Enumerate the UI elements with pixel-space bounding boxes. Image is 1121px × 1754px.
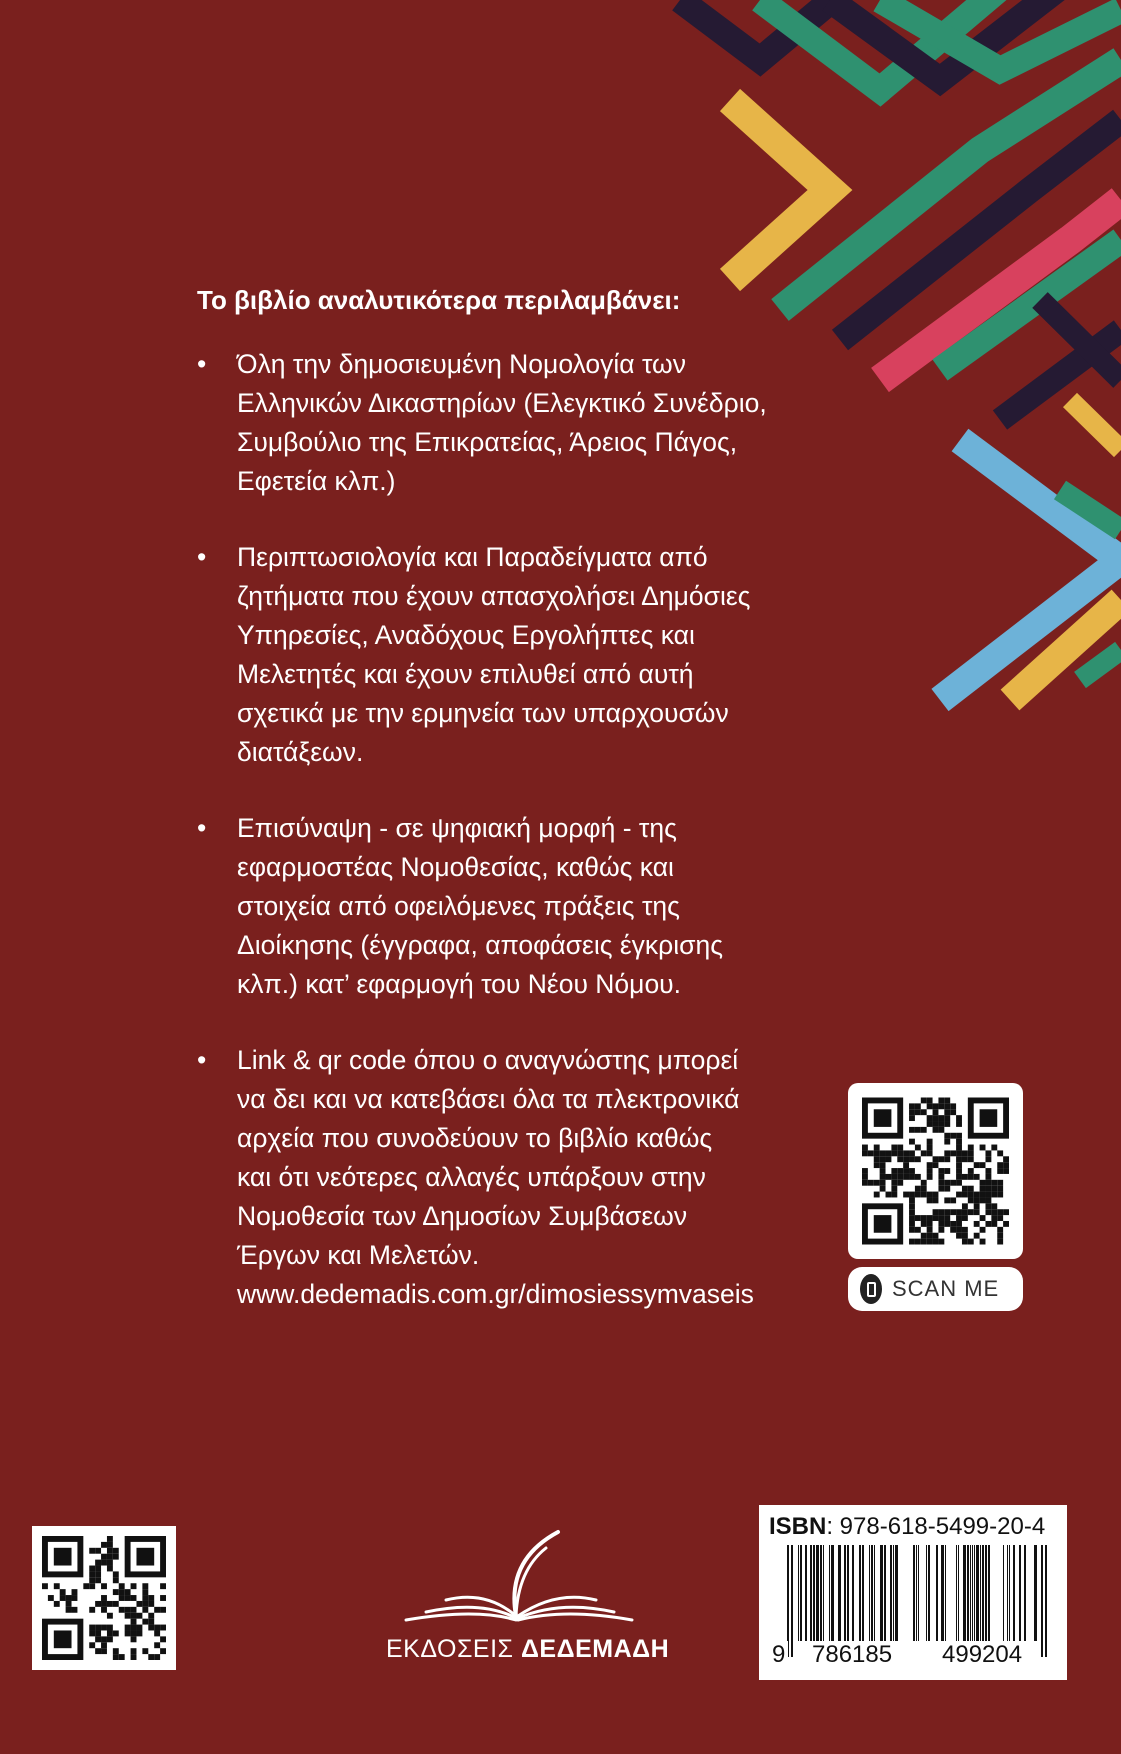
list-item xyxy=(197,1041,897,1314)
list-item xyxy=(197,538,897,772)
isbn-label: ISBN xyxy=(769,1513,827,1540)
scan-me-button[interactable] xyxy=(848,1267,1023,1311)
list-item-text: Περιπτωσιολογία και Παραδείγματα από ζητήματα που έχουν απασχολήσει Δημόσιες Υπηρεσίες, Αναδόχους Εργολήπτες και Μελετητές και έχουν επιλυθεί από αυτή σχετικά με την ερμηνεία των υπαρχουσών διατάξεων. xyxy=(237,542,751,767)
qr-code-small[interactable] xyxy=(32,1526,176,1670)
barcode-digit-group: 499204 xyxy=(939,1641,1025,1669)
scan-me-qr-panel xyxy=(848,1083,1023,1311)
list-item-text: Link & qr code όπου ο αναγνώστης μπορεί να δει και να κατεβάσει όλα τα πλεκτρονικά αρχεία που συνοδεύουν το βιβλίο καθώς και ότι νεότερες αλλαγές υπάρξουν στην Νομοθεσία των Δημοσίων Συμβάσεων Έργων και Μελετών. xyxy=(237,1045,740,1270)
scan-me-label: SCAN ME xyxy=(892,1276,1000,1301)
bullet: • xyxy=(197,349,207,379)
qr-code-large[interactable] xyxy=(848,1083,1023,1259)
publisher-logo xyxy=(386,1520,670,1680)
publisher-prefix: ΕΚΔΟΣΕΙΣ xyxy=(386,1635,514,1663)
list-item xyxy=(197,345,897,501)
barcode xyxy=(769,1545,1057,1668)
publisher-name xyxy=(386,1635,670,1664)
contents-list xyxy=(197,345,897,1314)
isbn-barcode xyxy=(759,1505,1067,1680)
isbn-line xyxy=(769,1513,1057,1541)
qr-code-icon xyxy=(862,1097,1009,1245)
back-cover-text xyxy=(197,283,897,1351)
open-book-logo-icon xyxy=(386,1520,650,1630)
barcode-digit-group: 786185 xyxy=(809,1641,895,1669)
list-item-text: Όλη την δημοσιευμένη Νομολογία των Ελληνικών Δικαστηρίων (Ελεγκτικό Συνέδριο, Συμβούλιο της Επικρατείας, Άρειος Πάγος, Εφετεία κλπ.) xyxy=(237,349,767,496)
phone-icon xyxy=(860,1274,882,1304)
barcode-digit-group: 9 xyxy=(769,1641,788,1669)
bullet: • xyxy=(197,1045,207,1075)
isbn-value: : 978-618-5499-20-4 xyxy=(826,1513,1046,1540)
publisher-brand: ΔΕΔΕΜΑΔΗ xyxy=(520,1635,670,1663)
website-link[interactable]: www.dedemadis.com.gr/dimosiessymvaseis xyxy=(237,1279,754,1309)
bullet: • xyxy=(197,542,207,572)
bullet: • xyxy=(197,813,207,843)
list-item xyxy=(197,809,897,1004)
list-item-text: Επισύναψη - σε ψηφιακή μορφή - της εφαρμοστέας Νομοθεσίας, καθώς και στοιχεία από οφειλόμενες πράξεις της Διοίκησης (έγγραφα, αποφάσεις έγκρισης κλπ.) κατ’ εφαρμογή του Νέου Νόμου. xyxy=(237,813,723,999)
contents-heading: Το βιβλίο αναλυτικότερα περιλαμβάνει: xyxy=(197,285,681,315)
qr-code-icon xyxy=(42,1536,166,1660)
